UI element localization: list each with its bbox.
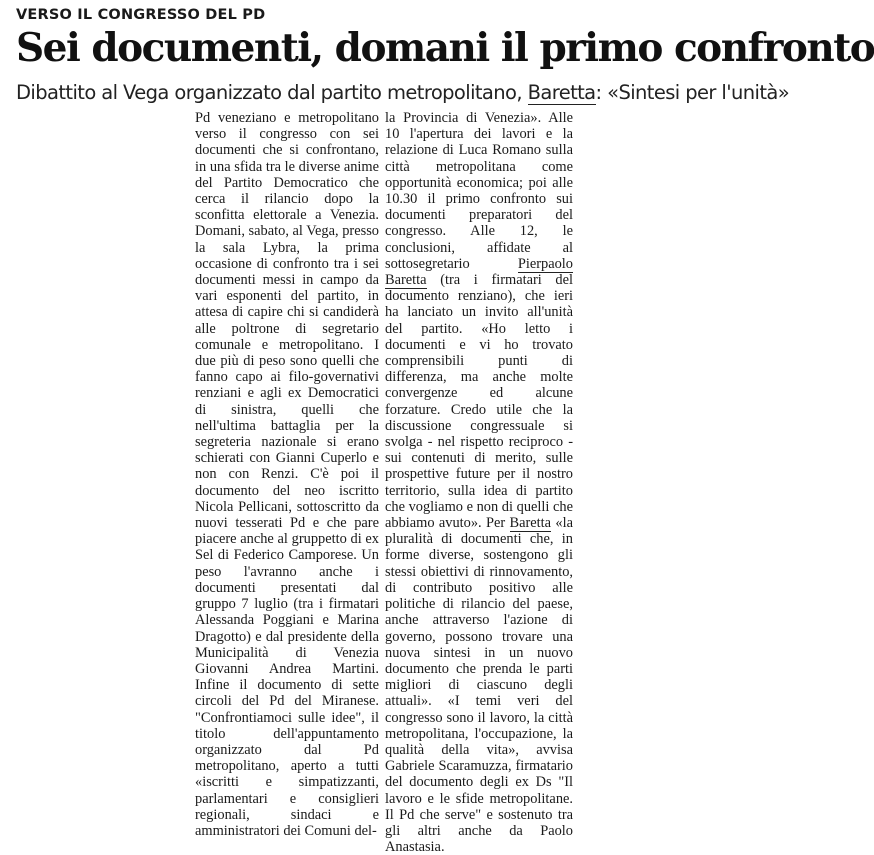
highlighted-name-baretta-1: Pierpaolo Baretta (385, 255, 573, 289)
kicker: VERSO IL CONGRESSO DEL PD (16, 7, 266, 23)
highlighted-name-baretta-2: Baretta (509, 515, 552, 532)
column-2-text (385, 110, 573, 855)
body-column-1 (195, 110, 379, 839)
headline: Sei documenti, domani il primo confronto (16, 25, 874, 71)
column-2-text-a: la Provincia di Venezia». Alle 10 l'apertura dei lavori e la relazione di Luca Romano sulla città metropolitana come opportunità economica; poi alle 10.30 il primo confronto sui documenti preparatori del congresso. Alle 12, le conclusioni, affidate al sottosegretario (385, 110, 573, 272)
column-1-text: Pd veneziano e metropolitano verso il congresso con sei documenti che si confrontano, in una sfida tra le diverse anime del Partito Democratico che cerca il rilancio dopo la sconfitta elettorale a Venezia. Domani, sabato, al Vega, presso la sala Lybra, la prima occasione di confronto tra i sei documenti messi in campo da vari esponenti del partito, in attesa di capire chi si candiderà alle poltrone di segretario comunale e metropolitano. I due più di peso sono quelli che fanno capo ai filo-governativi renziani e agli ex Democratici di sinistra, quelli che nell'ultima battaglia per la segreteria nazionale si erano schierati con Gianni Cuperlo e non con Renzi. C'è poi il documento del neo iscritto Nicola Pellicani, sottoscritto da nuovi tesserati Pd e che pare piacere anche al gruppetto di ex Sel di Federico Camporese. Un peso l'avranno anche i documenti presentati dal gruppo 7 luglio (tra i firmatari Alessanda Poggiani e Marina Dragotto) e dal presidente della Municipalità di Venezia Giovanni Andrea Martini. Infine il documento di sette circoli del Pd del Miranese. "Confrontiamoci sulle idee", il titolo dell'appuntamento organizzato dal Pd metropolitano, aperto a tutti «iscritti e simpatizzanti, parlamentari e consiglieri regionali, sindaci e amministratori dei Comuni del- (195, 110, 379, 839)
subhead-text-end: : «Sintesi per l'unità» (595, 81, 790, 104)
subhead-text-start: Dibattito al Vega organizzato dal partito metropolitano, (16, 81, 528, 104)
column-2-text-c: «la pluralità di documenti che, in forme diverse, sostengono gli stessi obiettivi di rinnovamento, di contributo positivo alle politiche di rilancio del paese, anche attraverso l'azione di governo, possono trovare una nuova sintesi in un nuovo documento che prenda le parti migliori di ciascuno degli attuali». «I temi veri del congresso sono il lavoro, la città metropolitana, l'occupazione, la qualità della vita», avvisa Gabriele Scaramuzza, firmatario del documento degli ex Ds "Il lavoro e le sfide metropolitane. Il Pd che serve" e sostenuto tra gli altri anche da Paolo Anastasia. (385, 515, 573, 855)
subhead-highlighted-name: Baretta (527, 81, 596, 104)
subhead (16, 80, 790, 106)
body-column-2 (385, 110, 573, 855)
column-2-text-b: (tra i firmatari del documento renziano), che ieri ha lanciato un invito all'unità del partito. «Ho letto i documenti e vi ho trovato comprensibili punti di differenza, ma anche molte convergenze ed alcune forzature. Credo utile che la discussione congressuale si svolga - nel rispetto reciproco - sui contenuti di merito, sulle prospettive future per il nostro territorio, sulla idea di partito che vogliamo e non di quelli che abbiamo avuto». Per (385, 272, 573, 532)
